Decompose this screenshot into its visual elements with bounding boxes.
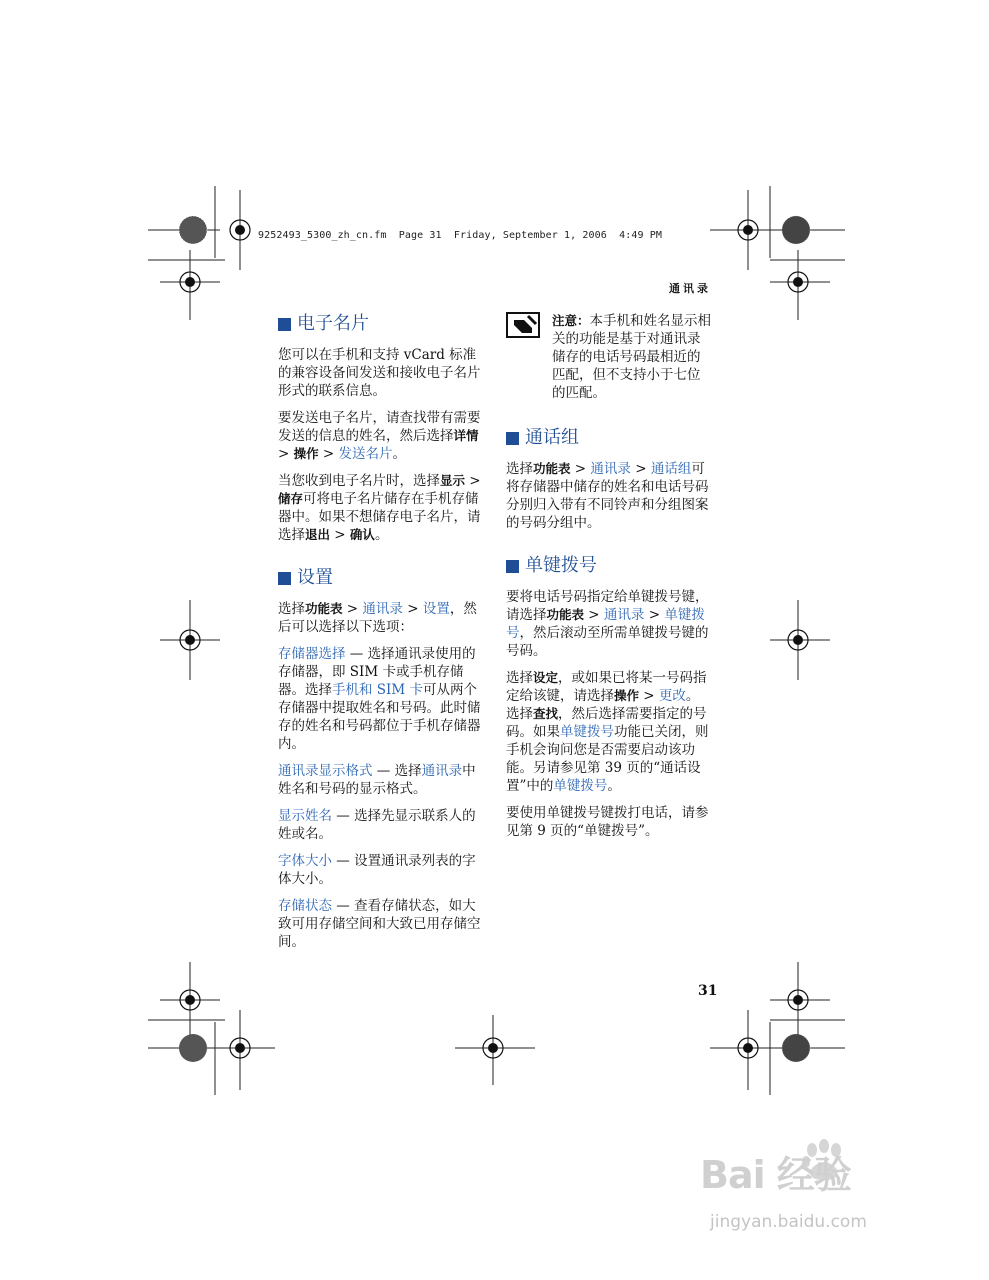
section-settings: [278, 566, 488, 951]
heading-text: 通话组: [525, 427, 579, 448]
option-item: 字体大小 — 设置通讯录列表的字体大小。: [278, 853, 476, 887]
menu-term: 设定: [533, 670, 559, 685]
heading-text: 电子名片: [297, 313, 369, 334]
menu-term: 储存: [278, 491, 304, 506]
menu-link: 存储器选择: [278, 646, 346, 662]
option-item: 存储器选择 — 选择通讯录使用的存储器，即 SIM 卡或手机存储器。选择手机和 SIM 卡可从两个存储器中提取姓名和号码。此时储存的姓名和号码都位于手机存储器内。: [278, 646, 481, 752]
square-bullet-icon: [506, 432, 519, 445]
note-text: 注意：本手机和姓名显示相关的功能是基于对通讯录储存的电话号码最相近的匹配，但不支持小于七位的匹配。: [552, 313, 712, 401]
paragraph: 选择功能表 > 通讯录 > 设置，然后可以选择以下选项：: [278, 601, 477, 635]
menu-link: 更改: [658, 688, 686, 704]
menu-term: 功能表: [546, 607, 585, 622]
option-item: 显示姓名 — 选择先显示联系人的姓或名。: [278, 808, 476, 842]
note-icon: [506, 312, 540, 338]
left-column: [278, 312, 488, 973]
menu-link: 单键拨号: [506, 607, 705, 641]
menu-link: 手机和 SIM 卡: [332, 682, 423, 698]
paragraph: 您可以在手机和支持 vCard 标准的兼容设备间发送和接收电子名片形式的联系信息。: [278, 347, 481, 399]
menu-link: 显示姓名: [278, 808, 332, 824]
menu-term: 功能表: [305, 601, 343, 616]
menu-term: 查找: [533, 706, 559, 721]
note-label: 注意：: [552, 313, 590, 328]
menu-link: 发送名片: [338, 446, 393, 462]
menu-link: 通讯录: [421, 763, 463, 779]
menu-link: 设置: [422, 601, 450, 617]
section-speed-dial: [506, 554, 712, 840]
section-heading: [506, 426, 712, 450]
menu-term: 显示: [440, 473, 466, 488]
print-header: 9252493_5300_zh_cn.fm Page 31 Friday, September 1, 2006 4:49 PM: [258, 230, 662, 241]
menu-term: 详情: [453, 428, 479, 443]
paragraph: 当您收到电子名片时，选择显示 > 储存可将电子名片储存在手机存储器中。如果不想储存电子名片，请选择退出 > 确认。: [278, 473, 481, 543]
section-heading: [278, 312, 488, 336]
menu-link: 单键拨号: [560, 724, 614, 740]
menu-term: 功能表: [533, 461, 571, 476]
section-heading: [278, 566, 488, 590]
menu-link: 通讯录显示格式: [278, 763, 373, 779]
section-caller-groups: [506, 426, 712, 532]
paragraph: 要将电话号码指定给单键拨号键，请选择功能表 > 通讯录 > 单键拨号，然后滚动至所需单键拨号键的号码。: [506, 589, 709, 659]
heading-text: 单键拨号: [525, 555, 597, 576]
menu-link: 通讯录: [590, 461, 631, 477]
option-item: 通讯录显示格式 — 选择通讯录中姓名和号码的显示格式。: [278, 763, 476, 797]
paragraph: 要使用单键拨号键拨打电话，请参见第 9 页的“单键拨号”。: [506, 805, 709, 839]
menu-link: 存储状态: [278, 898, 332, 914]
menu-link: 通讯录: [362, 601, 403, 617]
baidu-watermark: [700, 1130, 940, 1250]
watermark-logo: Bai 经验: [700, 1153, 851, 1197]
square-bullet-icon: [506, 560, 519, 573]
paragraph: 选择功能表 > 通讯录 > 通话组可将存储器中储存的姓名和电话号码分别归入带有不同铃声和分组图案的号码分组中。: [506, 461, 709, 531]
paragraph: 要发送电子名片，请查找带有需要发送的信息的姓名，然后选择详情 > 操作 > 发送名片。: [278, 410, 481, 462]
menu-link: 通话组: [650, 461, 692, 477]
page-number: 31: [698, 983, 718, 999]
note-box: [506, 312, 712, 402]
section-heading: [506, 554, 712, 578]
section-vcard: [278, 312, 488, 544]
watermark-url: jingyan.baidu.com: [710, 1212, 867, 1232]
square-bullet-icon: [278, 318, 291, 331]
menu-link: 通讯录: [603, 607, 645, 623]
menu-term: 操作: [614, 688, 640, 703]
menu-term: 确认: [349, 527, 375, 542]
square-bullet-icon: [278, 572, 291, 585]
paragraph: 选择设定，或如果已将某一号码指定给该键，请选择操作 > 更改。选择查找，然后选择需要指定的号码。如果单键拨号功能已关闭，则手机会询问您是否需要启动该功能。另请参见第 39 页的“通话设置”中的单键拨号。: [506, 670, 709, 794]
menu-link: 字体大小: [278, 853, 332, 869]
option-item: 存储状态 — 查看存储状态，如大致可用存储空间和大致已用存储空间。: [278, 898, 481, 950]
menu-term: 操作: [293, 446, 319, 461]
menu-link: 单键拨号: [553, 778, 608, 794]
menu-term: 退出: [305, 527, 331, 542]
right-column: [506, 312, 712, 862]
heading-text: 设置: [297, 567, 333, 588]
running-head: 通讯录: [669, 282, 711, 295]
